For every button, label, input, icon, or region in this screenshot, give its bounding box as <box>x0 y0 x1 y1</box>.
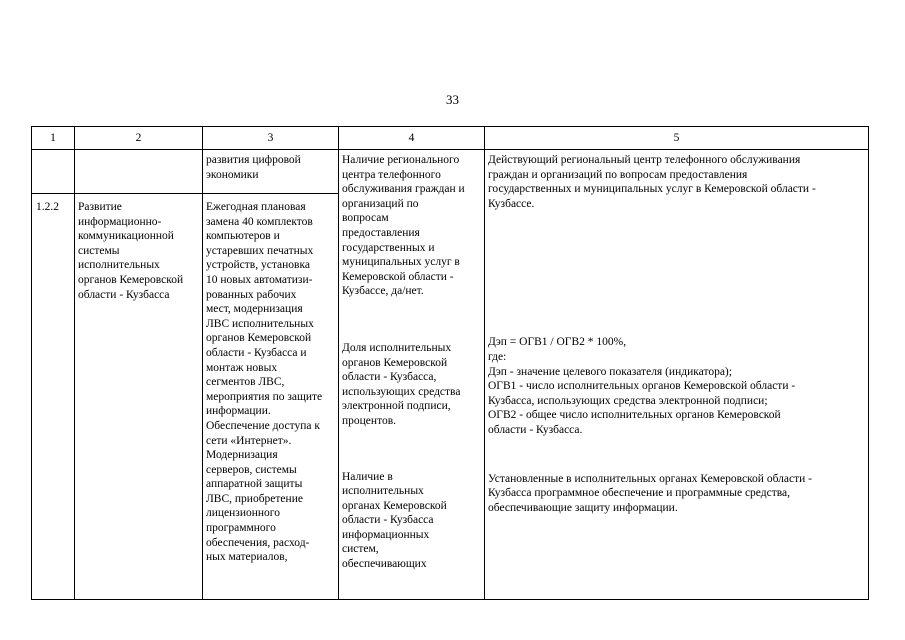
indicator-2: Доля исполнительных органов Кемеровской области - Кузбасса, использующих средства электронной подписи, процентов. <box>342 341 461 427</box>
formulas-cell <box>485 150 869 600</box>
table-row-continuation <box>32 150 869 194</box>
row-name <box>75 194 203 600</box>
formula-3: Установленные в исполнительных органах Кемеровской области - Кузбасса программное обеспечение и программные средства, обеспечивающие защиту информации. <box>488 472 812 514</box>
header-col-4: 4 <box>339 127 485 150</box>
page-number: 33 <box>446 92 459 107</box>
header-col-1: 1 <box>32 127 75 150</box>
row-measures <box>203 194 339 600</box>
indicator-1: Наличие регионального центра телефонного обслуживания граждан и организаций по вопросам предоставления государственных и муниципальных услуг в Кемеровской области - Кузбассе, да/нет. <box>342 154 465 298</box>
cont-measures-text: развития цифровой экономики <box>206 154 301 181</box>
row-measures-text: Ежегодная плановая замена 40 комплектов компьютеров и устаревших печатных устройств, установка 10 новых автоматизи- рованных рабочих мест, модернизация ЛВС исполнительных органов Кемеровской области - Кузбасса и монтаж новых сегментов ЛВС, мероприятия по защите информации. Обеспечение доступа к сети «Интернет». Модернизация серверов, системы аппаратной защиты ЛВС, приобретение лицензионного программного обеспечения, расход- ных материалов, <box>206 201 323 564</box>
formula-1: Действующий региональный центр телефонного обслуживания граждан и организаций по вопросам предоставления государственных и муниципальных услуг в Кемеровской области - Кузбассе. <box>488 154 816 210</box>
cont-cell-2 <box>75 150 203 194</box>
header-col-3: 3 <box>203 127 339 150</box>
header-col-5: 5 <box>485 127 869 150</box>
cont-cell-3 <box>203 150 339 194</box>
indicator-3: Наличие в исполнительных органах Кемеровской области - Кузбасса информационных систем, обеспечивающих <box>342 470 447 571</box>
row-name-text: Развитие информационно- коммуникационной системы исполнительных органов Кемеровской области - Кузбасса <box>78 201 184 301</box>
header-col-2: 2 <box>75 127 203 150</box>
row-number: 1.2.2 <box>32 194 75 600</box>
measures-table <box>31 126 869 600</box>
indicators-cell <box>339 150 485 600</box>
header-row <box>32 127 869 150</box>
formula-2: Дэп = ОГВ1 / ОГВ2 * 100%, где: Дэп - значение целевого показателя (индикатора); ОГВ1 - число исполнительных органов Кемеровской области - Кузбасса, использующих средства электронной подписи; ОГВ2 - общее число исполнительных органов Кемеровской области - Кузбасса. <box>488 336 796 436</box>
cont-cell-1 <box>32 150 75 194</box>
